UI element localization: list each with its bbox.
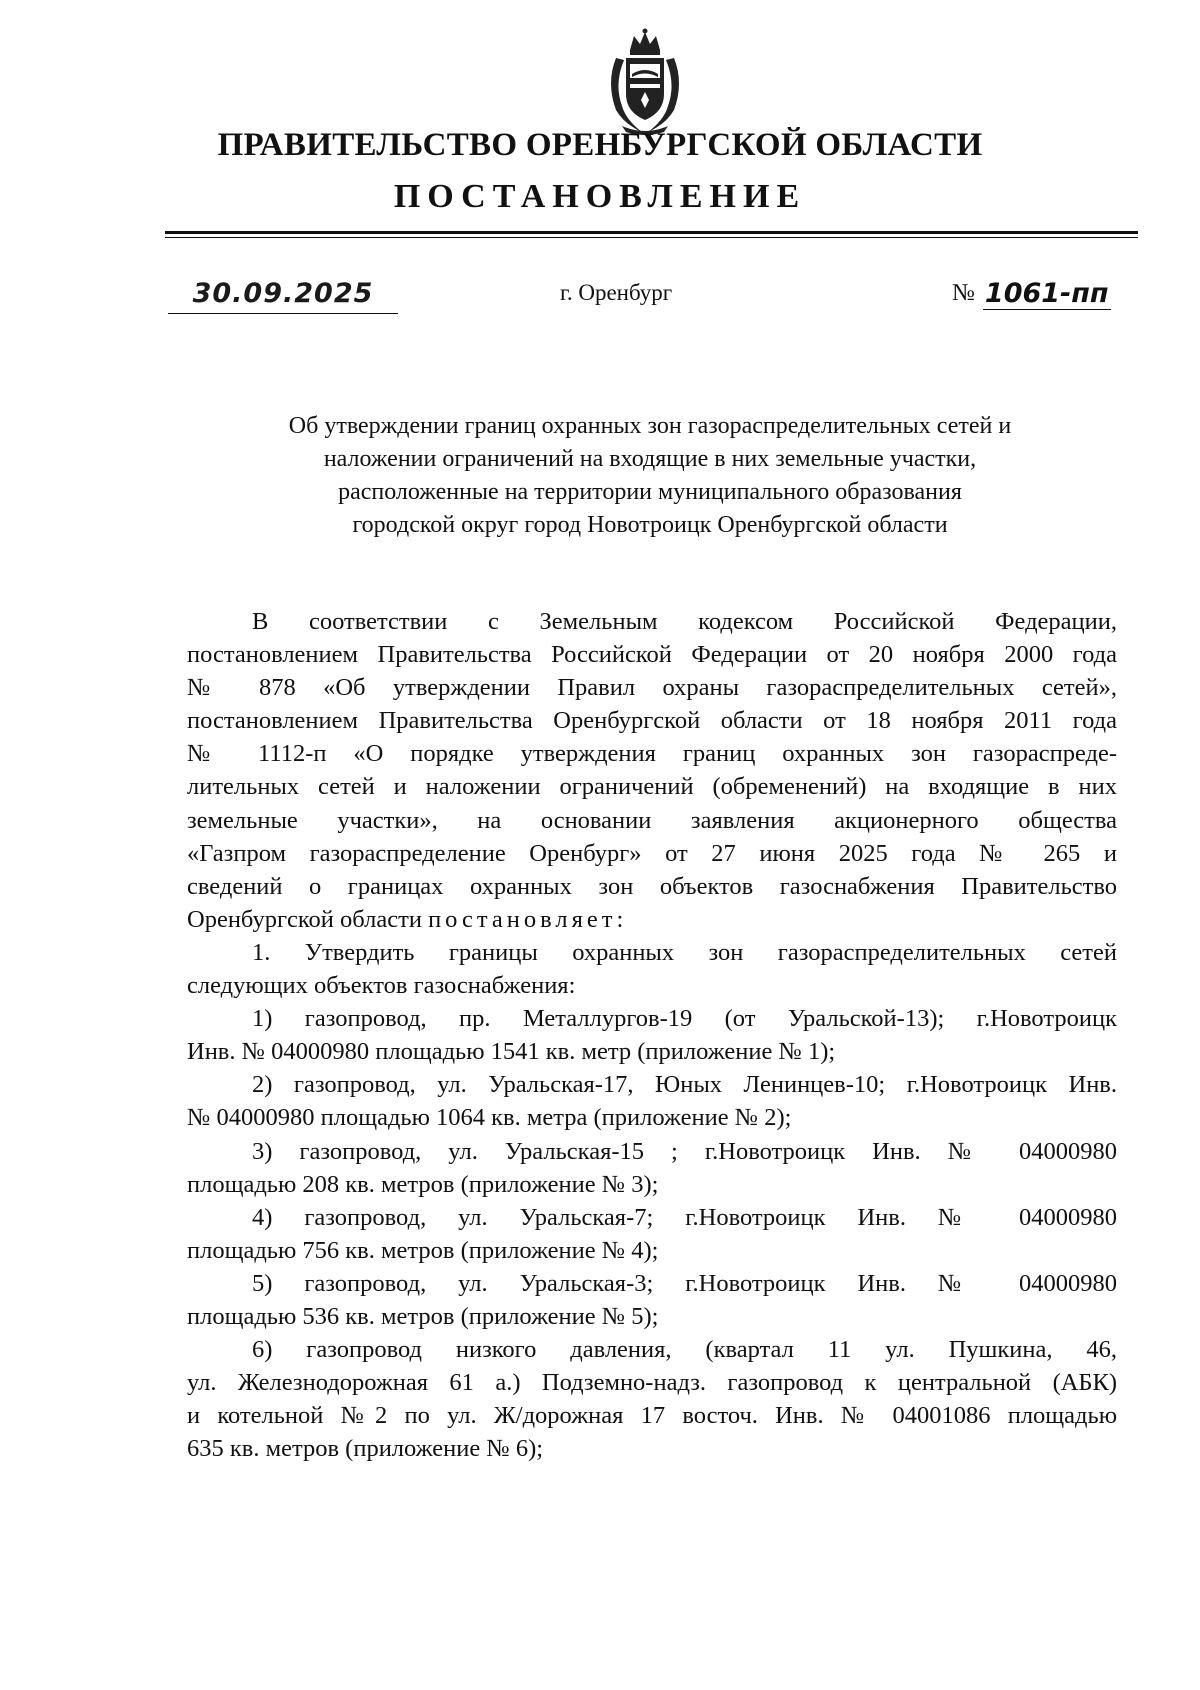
clause-line: следующих объектов газоснабжения:	[187, 972, 576, 1000]
list-item: и котельной №2 по ул. Ж/дорожная 17 восточ. Инв. № 04001086 площадью	[187, 1402, 1117, 1430]
preamble-line	[187, 903, 1117, 936]
list-item: ул. Железнодорожная 61 а.) Подземно-надз. газопровод к центральной (АБК)	[187, 1369, 1117, 1397]
subject-line: наложении ограничений на входящие в них земельные участки,	[323, 446, 977, 472]
preamble-line: «Газпром газораспределение Оренбург» от 27 июня 2025 года № 265 и	[187, 839, 1117, 867]
list-item: площадью 756 кв. метров (приложение № 4);	[187, 1236, 659, 1264]
list-item: 3) газопровод, ул. Уральская-15 ; г.Новотроицк Инв. № 04000980	[252, 1137, 1117, 1165]
preamble-line: постановлением Правительства Оренбургской области от 18 ноября 2011 года	[187, 707, 1117, 735]
government-title: ПРАВИТЕЛЬСТВО ОРЕНБУРГСКОЙ ОБЛАСТИ	[217, 127, 983, 163]
list-item: площадью 536 кв. метров (приложение № 5);	[187, 1302, 659, 1330]
document-date: 30.09.2025	[192, 278, 374, 309]
preamble-line: В соответствии с Земельным кодексом Российской Федерации,	[252, 608, 1117, 635]
subject-line: расположенные на территории муниципального образования	[338, 479, 962, 505]
list-item: 1) газопровод, пр. Металлургов-19 (от Уральской-13); г.Новотроицк	[252, 1005, 1117, 1033]
subject-line: Об утверждении границ охранных зон газораспределительных сетей и	[288, 413, 1012, 439]
preamble-line: лительных сетей и наложении ограничений (обременений) на входящие в них	[187, 773, 1117, 801]
header-divider	[165, 231, 1138, 234]
number-value: 1061-пп	[984, 278, 1109, 309]
document-city: г. Оренбург	[560, 280, 673, 305]
list-item: 5) газопровод, ул. Уральская-3; г.Новотроицк Инв. № 04000980	[252, 1269, 1117, 1297]
preamble-line: № 1112-п «О порядке утверждения границ охранных зон газораспреде-	[187, 740, 1117, 768]
document-number	[952, 278, 1111, 309]
preamble-line: сведений о границах охранных зон объектов газоснабжения Правительство	[187, 872, 1117, 900]
list-item: № 04000980 площадью 1064 кв. метра (приложение № 2);	[187, 1104, 792, 1132]
preamble-line: земельные участки», на основании заявления акционерного общества	[187, 806, 1117, 834]
document-type: ПОСТАНОВЛЕНИЕ	[393, 178, 807, 215]
date-underline	[168, 313, 398, 314]
list-item: 635 кв. метров (приложение № 6);	[187, 1435, 544, 1463]
list-item: Инв. № 04000980 площадью 1541 кв. метр (приложение № 1);	[187, 1038, 836, 1066]
preamble-end-text: Оренбургской области	[187, 905, 422, 933]
header-divider-thin	[165, 237, 1138, 238]
orenburg-coat-of-arms-icon	[602, 28, 688, 136]
clause-line: 1. Утвердить границы охранных зон газораспределительных сетей	[252, 938, 1117, 966]
list-item: 6) газопровод низкого давления, (квартал 11 ул. Пушкина, 46,	[252, 1336, 1117, 1364]
number-sign: №	[952, 280, 975, 306]
document-body	[187, 605, 1117, 1465]
list-item: площадью 208 кв. метров (приложение № 3);	[187, 1170, 659, 1198]
subject-line: городской округ город Новотроицк Оренбургской области	[352, 512, 948, 538]
list-item: 2) газопровод, ул. Уральская-17, Юных Ленинцев-10; г.Новотроицк Инв.	[252, 1071, 1117, 1099]
preamble-line: № 878 «Об утверждении Правил охраны газораспределительных сетей»,	[187, 674, 1117, 702]
resolves-word: постановляет:	[428, 905, 628, 933]
document-subject	[180, 410, 1120, 542]
preamble-line: постановлением Правительства Российской Федерации от 20 ноября 2000 года	[187, 641, 1117, 669]
list-item: 4) газопровод, ул. Уральская-7; г.Новотроицк Инв. № 04000980	[252, 1203, 1117, 1231]
